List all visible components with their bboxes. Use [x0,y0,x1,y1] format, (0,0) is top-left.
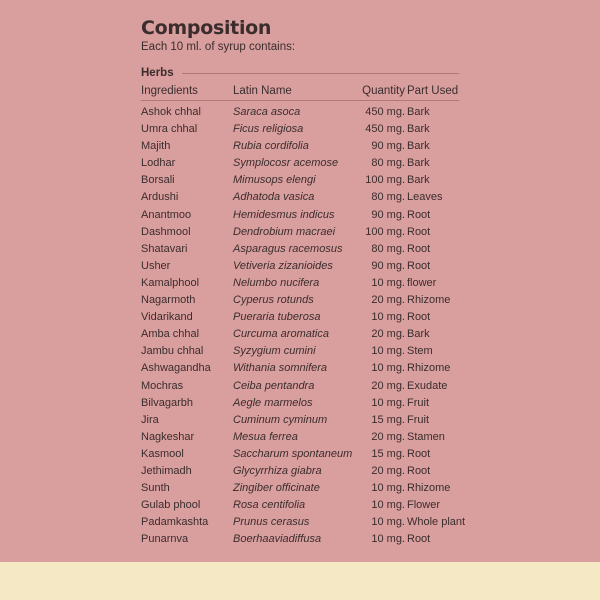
part-used-cell: Flower [407,499,441,512]
part-used-cell: Bark [407,174,430,187]
table-row [141,309,459,326]
ingredient-cell: Amba chhal [141,328,200,341]
table-row [141,412,459,429]
quantity-cell: 10 mg. [371,396,405,409]
quantity-cell: 10 mg. [371,311,405,324]
quantity-cell: 10 mg. [371,276,405,289]
table-row [141,395,459,412]
part-used-cell: Rhizome [407,482,451,495]
table-row [141,172,459,189]
ingredient-cell: Nagarmoth [141,294,196,307]
part-used-cell: Root [407,447,431,460]
quantity-cell: 90 mg. [371,259,405,272]
table-row [141,429,459,446]
latin-name-cell: Adhatoda vasica [233,191,315,204]
table-row [141,138,459,155]
part-used-cell: Whole plant [407,516,466,529]
part-used-cell: Leaves [407,191,443,204]
table-header [141,83,459,101]
ingredient-cell: Lodhar [141,157,176,170]
latin-name-cell: Rubia cordifolia [233,140,309,153]
ingredient-cell: Anantmoo [141,208,192,221]
column-header-ingredients: Ingredients [141,85,198,97]
ingredient-cell: Ashok chhal [141,106,201,118]
section-header [141,66,459,80]
ingredient-cell: Umra chhal [141,123,198,136]
part-used-cell: Exudate [407,379,448,392]
ingredient-cell: Punarnva [141,533,189,546]
ingredient-cell: Nagkeshar [141,430,195,443]
ingredient-cell: Borsali [141,174,175,187]
quantity-cell: 10 mg. [371,499,405,512]
ingredient-cell: Kamalphool [141,276,200,289]
quantity-cell: 10 mg. [371,362,405,375]
part-used-cell: Bark [407,140,430,153]
table-row [141,463,459,480]
table-row [141,189,459,206]
ingredient-cell: Jambu chhal [141,345,204,358]
quantity-cell: 90 mg. [371,140,405,153]
table-row [141,155,459,172]
table-row [141,531,459,548]
ingredient-cell: Mochras [141,379,184,392]
quantity-cell: 10 mg. [371,345,405,358]
latin-name-cell: Glycyrrhiza giabra [233,464,322,477]
table-row [141,224,459,241]
ingredient-cell: Gulab phool [141,499,201,512]
latin-name-cell: Ficus religiosa [233,123,304,136]
ingredient-cell: Padamkashta [141,516,209,529]
quantity-cell: 10 mg. [371,516,405,529]
latin-name-cell: Ceiba pentandra [233,379,315,392]
latin-name-cell: Saccharum spontaneum [233,447,353,460]
latin-name-cell: Zingiber officinate [233,482,320,495]
quantity-cell: 10 mg. [371,533,405,546]
part-used-cell: Rhizome [407,362,451,375]
ingredient-cell: Jira [141,413,159,426]
ingredient-cell: Shatavari [141,242,188,255]
table-row [141,241,459,258]
quantity-cell: 100 mg. [365,174,405,187]
quantity-cell: 20 mg. [371,379,405,392]
part-used-cell: Root [407,533,431,546]
ingredient-cell: Vidarikand [141,311,193,324]
latin-name-cell: Cuminum cyminum [233,413,328,426]
table-row [141,514,466,531]
quantity-cell: 20 mg. [371,294,405,307]
latin-name-cell: Symplocosr acemose [233,157,339,170]
table-row [141,446,459,463]
quantity-cell: 100 mg. [365,225,405,238]
quantity-cell: 80 mg. [371,242,405,255]
quantity-cell: 15 mg. [371,413,405,426]
ingredient-cell: Kasmool [141,447,184,460]
section-divider [182,73,459,74]
quantity-cell: 450 mg. [365,106,405,118]
quantity-cell: 15 mg. [371,447,405,460]
part-used-cell: Bark [407,157,430,170]
quantity-cell: 20 mg. [371,328,405,341]
page-title: Composition [141,17,272,39]
subtitle: Each 10 ml. of syrup contains: [141,41,296,53]
quantity-cell: 20 mg. [371,430,405,443]
part-used-cell: Root [407,225,431,238]
latin-name-cell: Dendrobium macraei [233,225,336,238]
latin-name-cell: Hemidesmus indicus [233,208,335,221]
quantity-cell: 20 mg. [371,464,405,477]
table-row [141,480,459,497]
latin-name-cell: Pueraria tuberosa [233,311,321,324]
latin-name-cell: Rosa centifolia [233,499,306,512]
latin-name-cell: Vetiveria zizanioides [233,259,333,272]
part-used-cell: Root [407,242,431,255]
quantity-cell: 10 mg. [371,482,405,495]
ingredient-cell: Ashwagandha [141,362,211,375]
ingredient-cell: Sunth [141,482,170,495]
quantity-cell: 90 mg. [371,208,405,221]
table-row [141,497,459,514]
latin-name-cell: Asparagus racemosus [233,242,343,255]
table-row [141,121,459,138]
column-header-part-used: Part Used [407,85,459,97]
part-used-cell: Fruit [407,396,429,409]
ingredient-cell: Bilvagarbh [141,396,193,409]
latin-name-cell: Cyperus rotunds [233,294,314,307]
part-used-cell: Stamen [407,430,445,443]
ingredient-cell: Dashmool [141,225,191,238]
column-header-latin-name: Latin Name [233,85,292,97]
latin-name-cell: Syzygium cumini [233,345,316,358]
table-row [141,343,459,360]
quantity-cell: 80 mg. [371,191,405,204]
part-used-cell: Bark [407,328,430,341]
table-row [141,275,459,292]
latin-name-cell: Saraca asoca [233,106,301,118]
part-used-cell: Root [407,311,431,324]
part-used-cell: Bark [407,106,430,118]
table-row [141,104,459,121]
section-title: Herbs [141,67,174,79]
part-used-cell: Bark [407,123,430,136]
part-used-cell: Rhizome [407,294,451,307]
part-used-cell: Root [407,259,431,272]
latin-name-cell: Prunus cerasus [233,516,310,529]
latin-name-cell: Mesua ferrea [233,430,298,443]
table-body [141,104,466,548]
table-row [141,360,459,377]
quantity-cell: 450 mg. [365,123,405,136]
part-used-cell: Fruit [407,413,429,426]
table-row [141,292,459,309]
latin-name-cell: Curcuma aromatica [233,328,329,341]
quantity-cell: 80 mg. [371,157,405,170]
part-used-cell: Stem [407,345,433,358]
column-header-quantity: Quantity [362,85,405,97]
composition-content [141,16,466,548]
latin-name-cell: Nelumbo nucifera [233,276,320,289]
latin-name-cell: Mimusops elengi [233,174,316,187]
part-used-cell: Root [407,464,431,477]
table-row [141,258,459,275]
ingredient-cell: Majith [141,140,171,153]
latin-name-cell: Aegle marmelos [233,396,313,409]
ingredient-cell: Ardushi [141,191,179,204]
part-used-cell: Root [407,208,431,221]
part-used-cell: flower [407,276,437,289]
table-row [141,378,459,395]
ingredient-cell: Jethimadh [141,464,192,477]
table-row [141,207,459,224]
latin-name-cell: Boerhaaviadiffusa [233,533,322,546]
ingredient-cell: Usher [141,259,171,272]
latin-name-cell: Withania somnifera [233,362,328,375]
table-row [141,326,459,343]
